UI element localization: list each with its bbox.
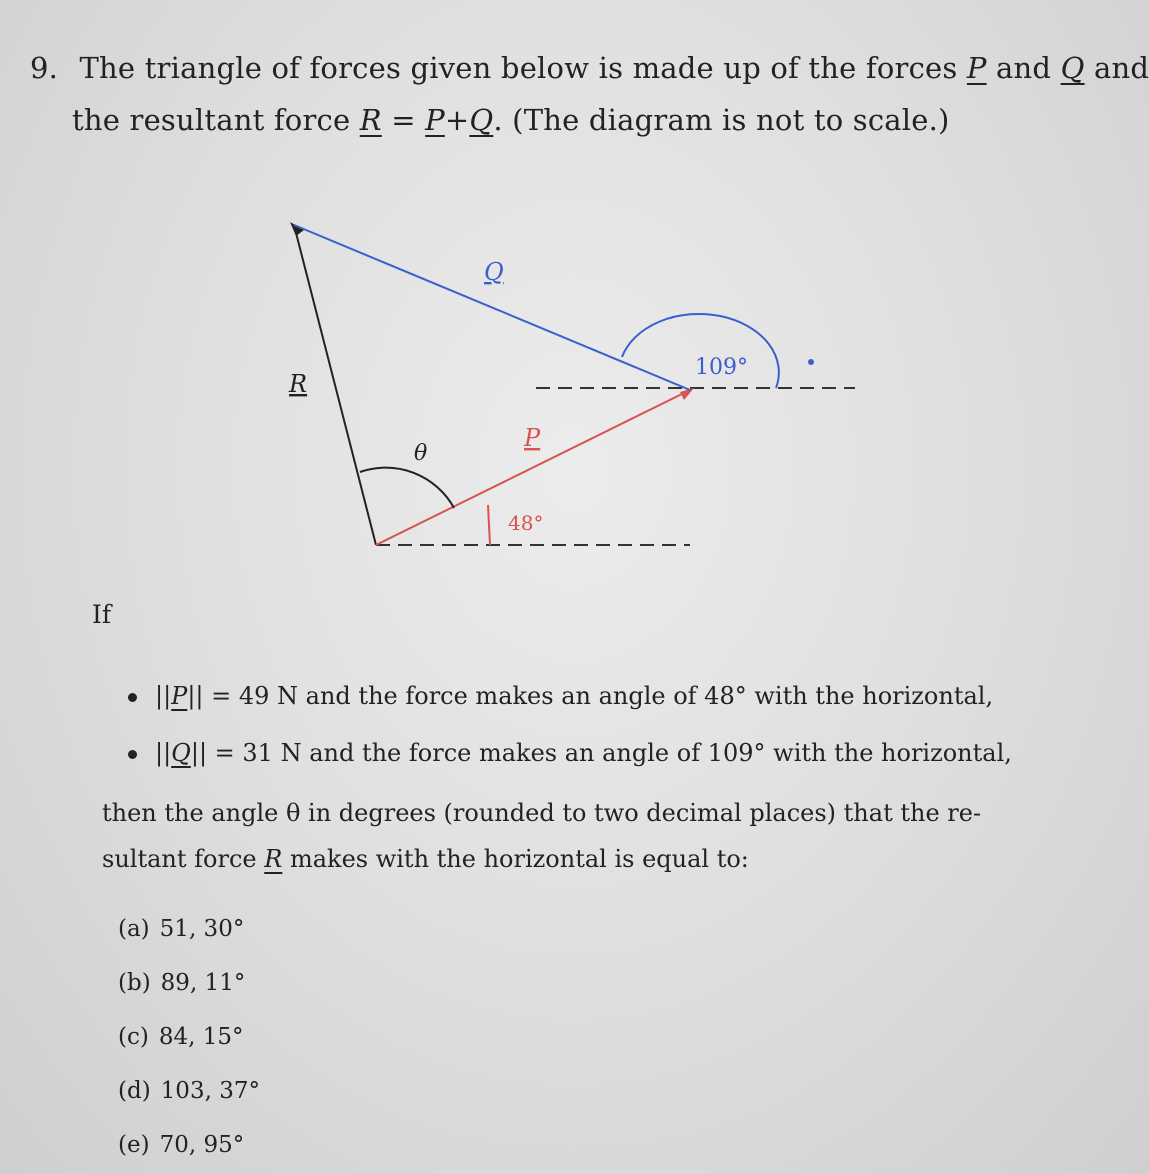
prompt-line-2 — [102, 836, 1002, 882]
option-label: (a) — [118, 916, 150, 942]
norm-close: || — [190, 739, 208, 767]
bullet-dot — [128, 693, 137, 702]
vector-q-line — [294, 225, 690, 390]
plus-sign: + — [444, 103, 470, 137]
option-value: 84, 15° — [158, 1024, 244, 1050]
option-b[interactable] — [118, 956, 260, 1010]
option-a[interactable] — [118, 902, 260, 956]
option-value: 89, 11° — [160, 970, 246, 996]
if-label: If — [92, 600, 112, 629]
equals-sign: = — [391, 103, 416, 137]
question-number: 9. — [30, 51, 59, 85]
option-c[interactable] — [118, 1010, 260, 1064]
vector-r: R — [264, 845, 283, 873]
norm-open: || — [155, 682, 172, 710]
option-value: 103, 37° — [160, 1078, 260, 1104]
label-r: R — [289, 370, 308, 398]
prompt-text-end: makes with the horizontal is equal to: — [289, 845, 749, 873]
vector-p: P — [171, 682, 188, 710]
prompt-text: sultant force — [102, 845, 257, 873]
norm-close: || — [187, 682, 204, 710]
force-triangle-diagram — [0, 0, 1080, 600]
label-p: P — [524, 424, 541, 452]
option-e[interactable] — [118, 1118, 260, 1172]
label-theta: θ — [414, 441, 428, 466]
condition-p — [128, 668, 1012, 725]
conjunction: and — [996, 51, 1052, 85]
given-conditions — [128, 668, 1012, 782]
label-angle-48: 48° — [508, 511, 544, 535]
condition-q — [128, 725, 1012, 782]
vector-p: P — [425, 103, 445, 137]
option-value: 70, 95° — [159, 1132, 245, 1158]
stray-mark — [808, 359, 814, 365]
vector-q: Q — [1060, 51, 1085, 85]
condition-text: = 31 N and the force makes an angle of 109° with the horizontal, — [207, 739, 1012, 767]
option-label: (d) — [118, 1078, 151, 1104]
label-q: Q — [484, 258, 504, 286]
answer-options — [118, 902, 260, 1172]
option-label: (b) — [118, 970, 151, 996]
norm-open: || — [155, 739, 172, 767]
condition-text: = 49 N and the force makes an angle of 48° with the horizontal, — [203, 682, 994, 710]
option-value: 51, 30° — [159, 916, 245, 942]
theta-arc — [360, 468, 454, 508]
bullet-dot — [128, 750, 137, 759]
prompt-line-1: then the angle θ in degrees (rounded to two decimal places) that the re- — [102, 799, 982, 827]
vector-q: Q — [469, 103, 494, 137]
label-angle-109: 109° — [695, 355, 748, 380]
option-d[interactable] — [118, 1064, 260, 1118]
option-label: (e) — [118, 1132, 150, 1158]
vector-p: P — [966, 51, 987, 85]
question-note: . (The diagram is not to scale.) — [493, 103, 950, 137]
question-text: The triangle of forces given below is made up of the forces — [79, 51, 958, 85]
vector-r: R — [359, 103, 382, 137]
vector-q: Q — [171, 739, 191, 767]
option-label: (c) — [118, 1024, 149, 1050]
question-prompt — [102, 790, 1002, 882]
conjunction-end: and — [1094, 51, 1149, 85]
angle-48-marker — [488, 505, 490, 545]
question-text-2: the resultant force — [72, 103, 351, 137]
